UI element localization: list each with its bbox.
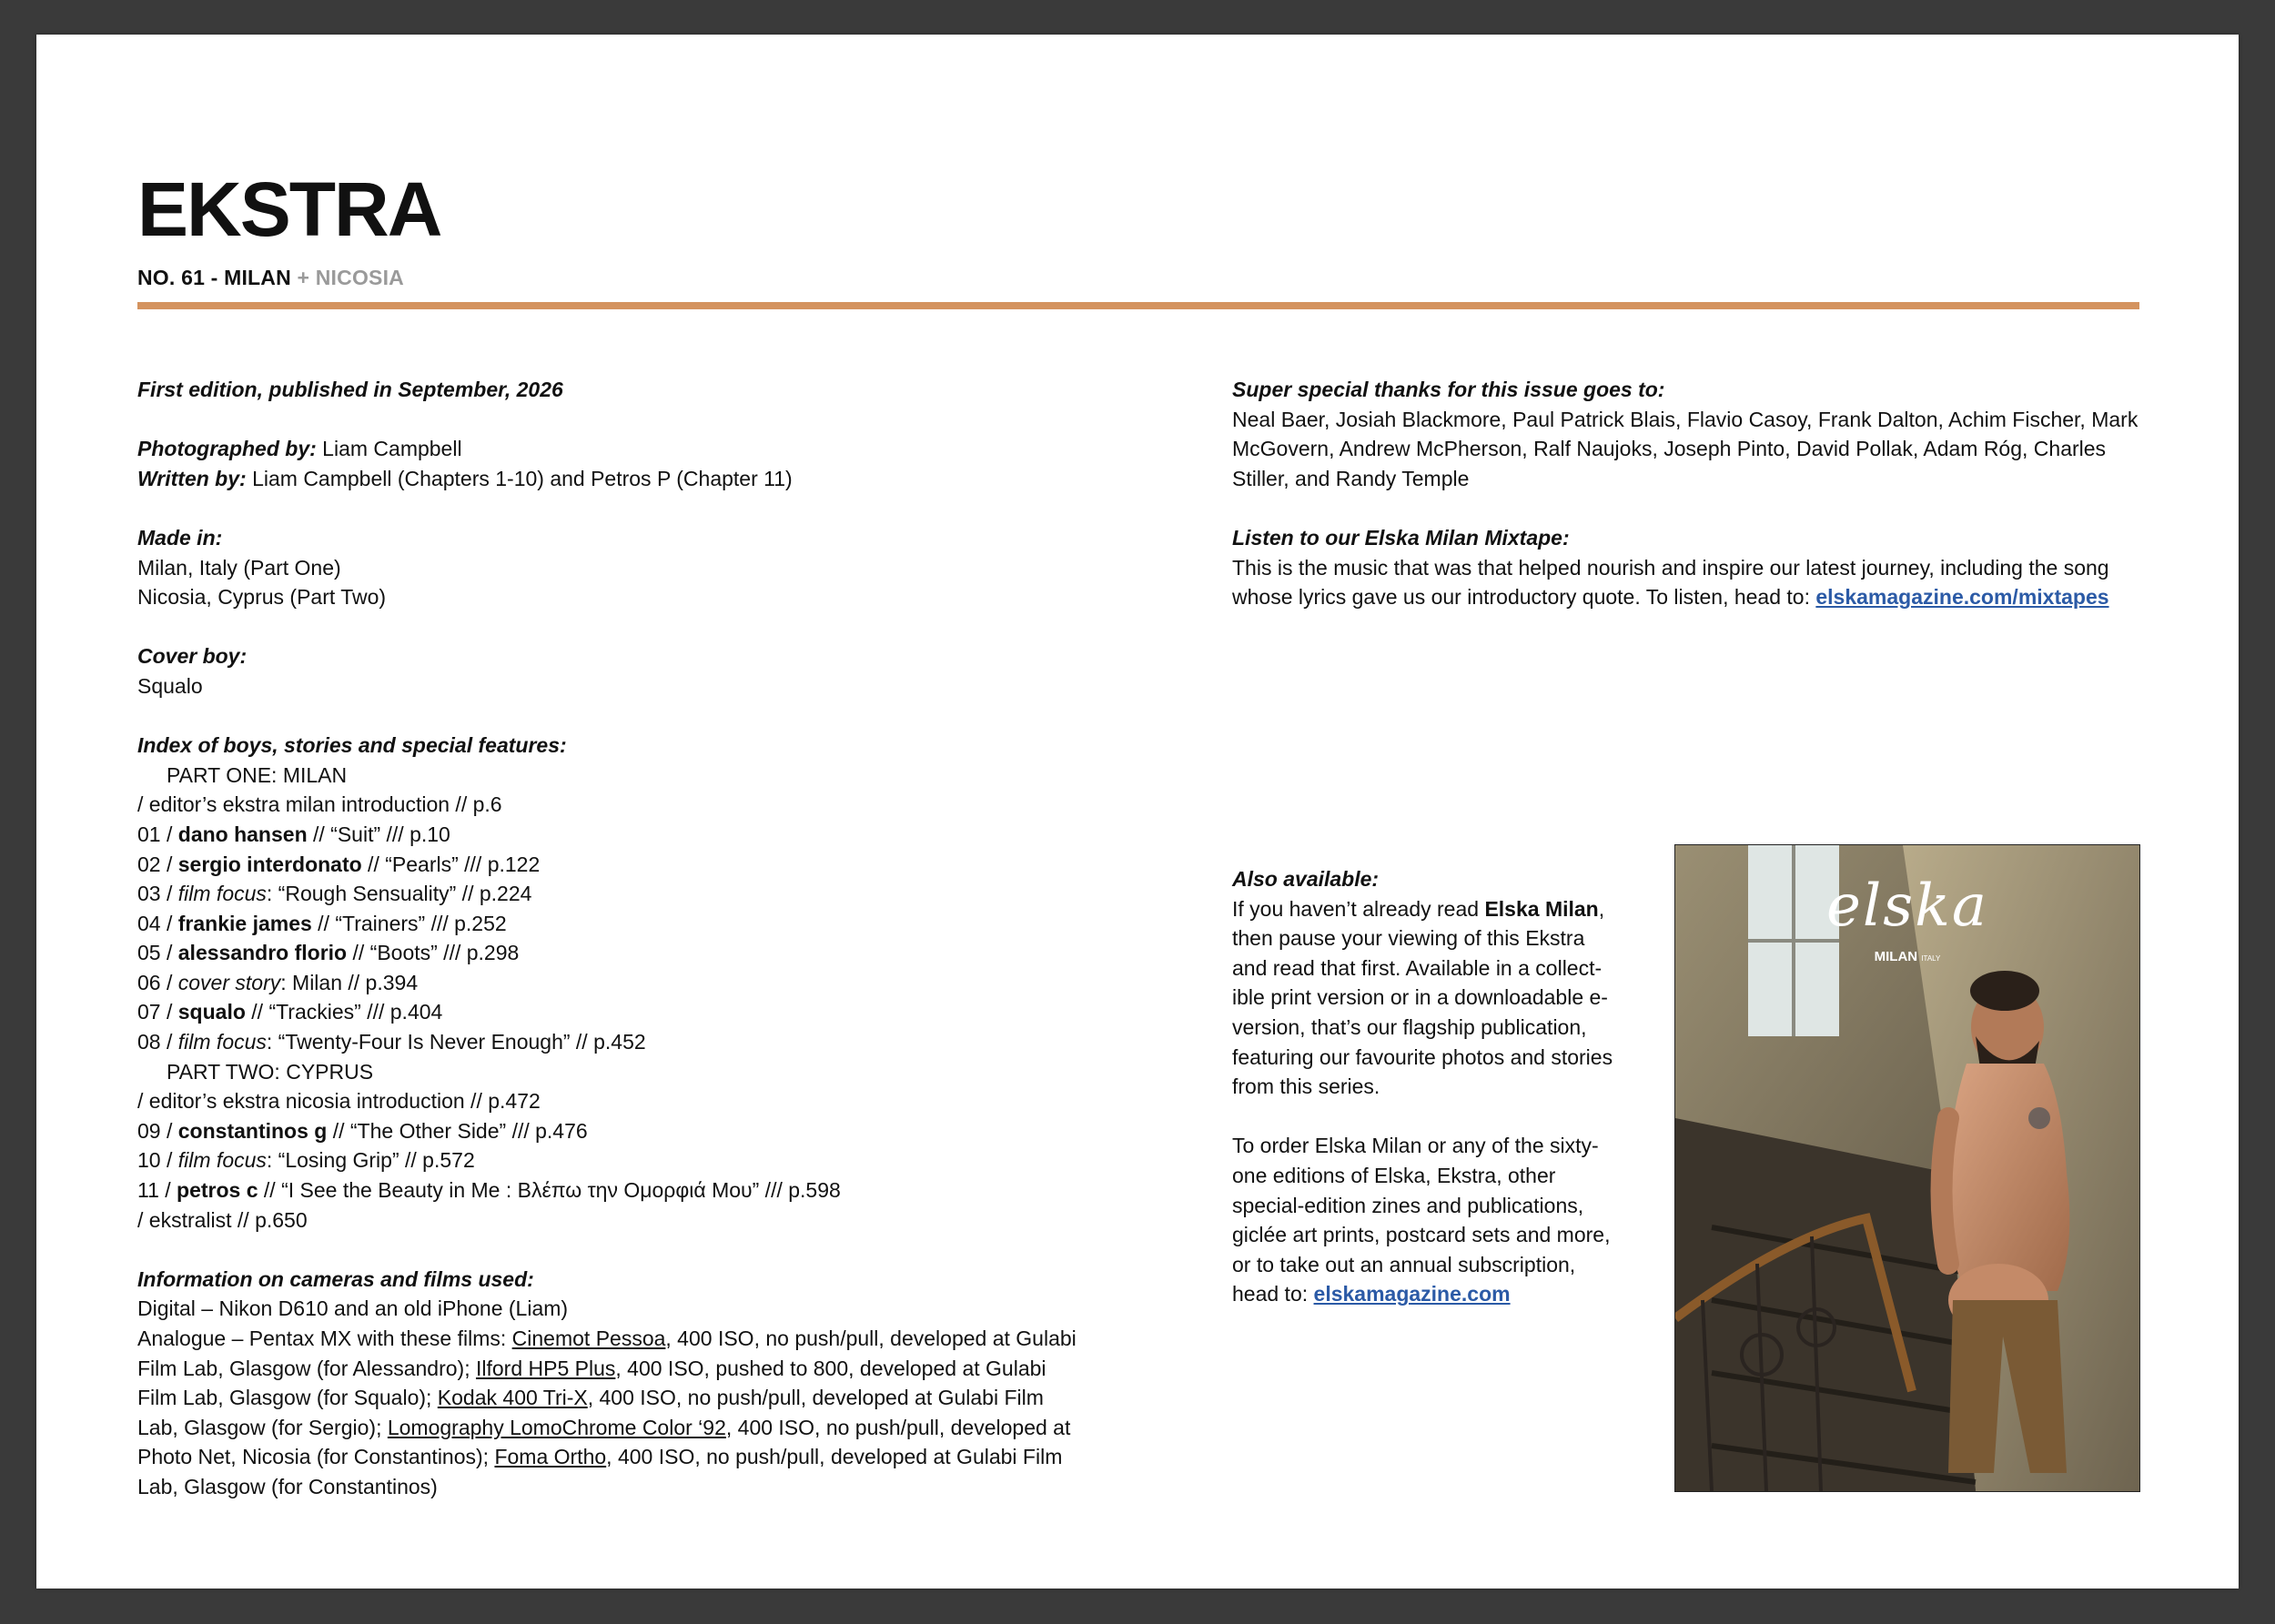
index-item: 05 / alessandro florio // “Boots” /// p.298 bbox=[137, 941, 520, 965]
index-item: 03 / film focus: “Rough Sensuality” // p.224 bbox=[137, 882, 532, 906]
film-link-cinemot[interactable]: Cinemot Pessoa bbox=[511, 1326, 666, 1350]
magazine-cover-image bbox=[1674, 844, 2140, 1492]
index-item: 01 / dano hansen // “Suit” /// p.10 bbox=[137, 822, 450, 846]
index-part-two: PART TWO: CYPRUS bbox=[167, 1059, 374, 1084]
cover-city: MILAN ITALY bbox=[1874, 949, 1941, 964]
made-in-1: Milan, Italy (Part One) bbox=[137, 555, 341, 580]
cameras-heading: Information on cameras and films used: bbox=[137, 1266, 534, 1291]
also-available-heading: Also available: bbox=[1232, 867, 1380, 891]
index-intro-milan: / editor’s ekstra milan introduction // p.6 bbox=[137, 792, 502, 817]
thanks-column bbox=[1232, 375, 2142, 612]
film-link-lomography[interactable]: Lomography LomoChrome Color ‘92 bbox=[387, 1415, 726, 1439]
index-intro-nicosia: / editor’s ekstra nicosia introduction // p.472 bbox=[137, 1089, 541, 1114]
index-item: 08 / film focus: “Twenty-Four Is Never Enough” // p.452 bbox=[137, 1030, 646, 1054]
cover-photo-illustration bbox=[1675, 845, 2139, 1491]
order-link[interactable]: elskamagazine.com bbox=[1313, 1282, 1511, 1306]
credits-column bbox=[137, 375, 1084, 1502]
index-item: 04 / frankie james // “Trainers” /// p.252 bbox=[137, 911, 507, 935]
analogue-films: Analogue – Pentax MX with these films: Cinemot Pessoa, 400 ISO, no push/pull, developed at Gulabi Film Lab, Glasgow (for Alessandro); Ilford HP5 Plus, 400 ISO, pushed to 800, developed at Gulabi Film Lab, Glasgow (for Squalo); Kodak 400 Tri-X, 400 ISO, no push/pull, developed at Gulabi Film Lab, Glasgow (for Sergio); Lomography LomoChrome Color ‘92, 400 ISO, no push/pull, developed at Photo Net, Nicosia (for Constantinos); Foma Ortho, 400 ISO, no push/pull, developed at Gulabi Film Lab, Glasgow (for Constantinos) bbox=[137, 1326, 1077, 1498]
also-available-text: If you haven’t already read Elska Milan, then pause your viewing of this Ekstra and read that first. Available in a collectible print version or in a downloadable e-version, that’s our flagship publication, featuring our favourite photos and stories from this series. bbox=[1232, 896, 1613, 1099]
also-available-column bbox=[1232, 864, 1614, 1309]
index-item: 06 / cover story: Milan // p.394 bbox=[137, 970, 419, 994]
thanks-list: Neal Baer, Josiah Blackmore, Paul Patrick Blais, Flavio Casoy, Frank Dalton, Achim Fischer, Mark McGovern, Andrew McPherson, Ralf Naujoks, Joseph Pinto, David Pollak, Adam Róg, Charles Stiller, and Randy Temple bbox=[1232, 407, 2138, 490]
cover-logo: elska bbox=[1825, 873, 1989, 940]
accent-divider bbox=[137, 302, 2139, 309]
issue-number: NO. 61 - MILAN bbox=[137, 266, 291, 289]
mixtape-heading: Listen to our Elska Milan Mixtape: bbox=[1232, 525, 1570, 550]
index-heading: Index of boys, stories and special features: bbox=[137, 733, 567, 758]
index-ekstralist: / ekstralist // p.650 bbox=[137, 1207, 308, 1232]
page-title: EKSTRA bbox=[137, 166, 441, 252]
edition-line: First edition, published in September, 2026 bbox=[137, 378, 563, 401]
issue-subtitle bbox=[137, 266, 404, 290]
thanks-heading: Super special thanks for this issue goes to: bbox=[1232, 378, 1665, 401]
made-in-heading: Made in: bbox=[137, 525, 223, 550]
document-page bbox=[36, 35, 2239, 1589]
written-by: Written by: Liam Campbell (Chapters 1-10) and Petros P (Chapter 11) bbox=[137, 466, 793, 490]
index-item: 11 / petros c // “I See the Beauty in Me : Βλέπω την Ομορφιά Μου” /// p.598 bbox=[137, 1178, 841, 1203]
photographed-by: Photographed by: Liam Campbell bbox=[137, 437, 462, 461]
film-link-ilford[interactable]: Ilford HP5 Plus bbox=[475, 1356, 616, 1380]
film-link-foma[interactable]: Foma Ortho bbox=[494, 1445, 607, 1469]
index-item: 07 / squalo // “Trackies” /// p.404 bbox=[137, 1000, 443, 1024]
index-item: 02 / sergio interdonato // “Pearls” /// p.122 bbox=[137, 852, 541, 876]
index-item: 09 / constantinos g // “The Other Side” /// p.476 bbox=[137, 1118, 588, 1143]
cover-boy-name: Squalo bbox=[137, 673, 203, 698]
digital-cameras: Digital – Nikon D610 and an old iPhone (Liam) bbox=[137, 1296, 569, 1321]
cover-boy-heading: Cover boy: bbox=[137, 644, 248, 669]
mixtape-link[interactable]: elskamagazine.com/mixtapes bbox=[1815, 585, 2109, 610]
film-link-kodak[interactable]: Kodak 400 Tri-X bbox=[437, 1386, 588, 1410]
index-item: 10 / film focus: “Losing Grip” // p.572 bbox=[137, 1148, 475, 1173]
made-in-2: Nicosia, Cyprus (Part Two) bbox=[137, 585, 387, 610]
mixtape-text: This is the music that was that helped nourish and inspire our latest journey, including the song whose lyrics gave us our introductory quote. To listen, head to: elskamagazine.com/mixtapes bbox=[1232, 555, 2109, 610]
index-part-one: PART ONE: MILAN bbox=[167, 762, 348, 787]
issue-extra-city: + NICOSIA bbox=[297, 266, 404, 289]
order-text: To order Elska Milan or any of the sixty-one editions of Elska, Ekstra, other special-edition zines and publications, giclée art prints, postcard sets and more, or to take out an annual subscription, head to: elskamagazine.com bbox=[1232, 1134, 1611, 1306]
